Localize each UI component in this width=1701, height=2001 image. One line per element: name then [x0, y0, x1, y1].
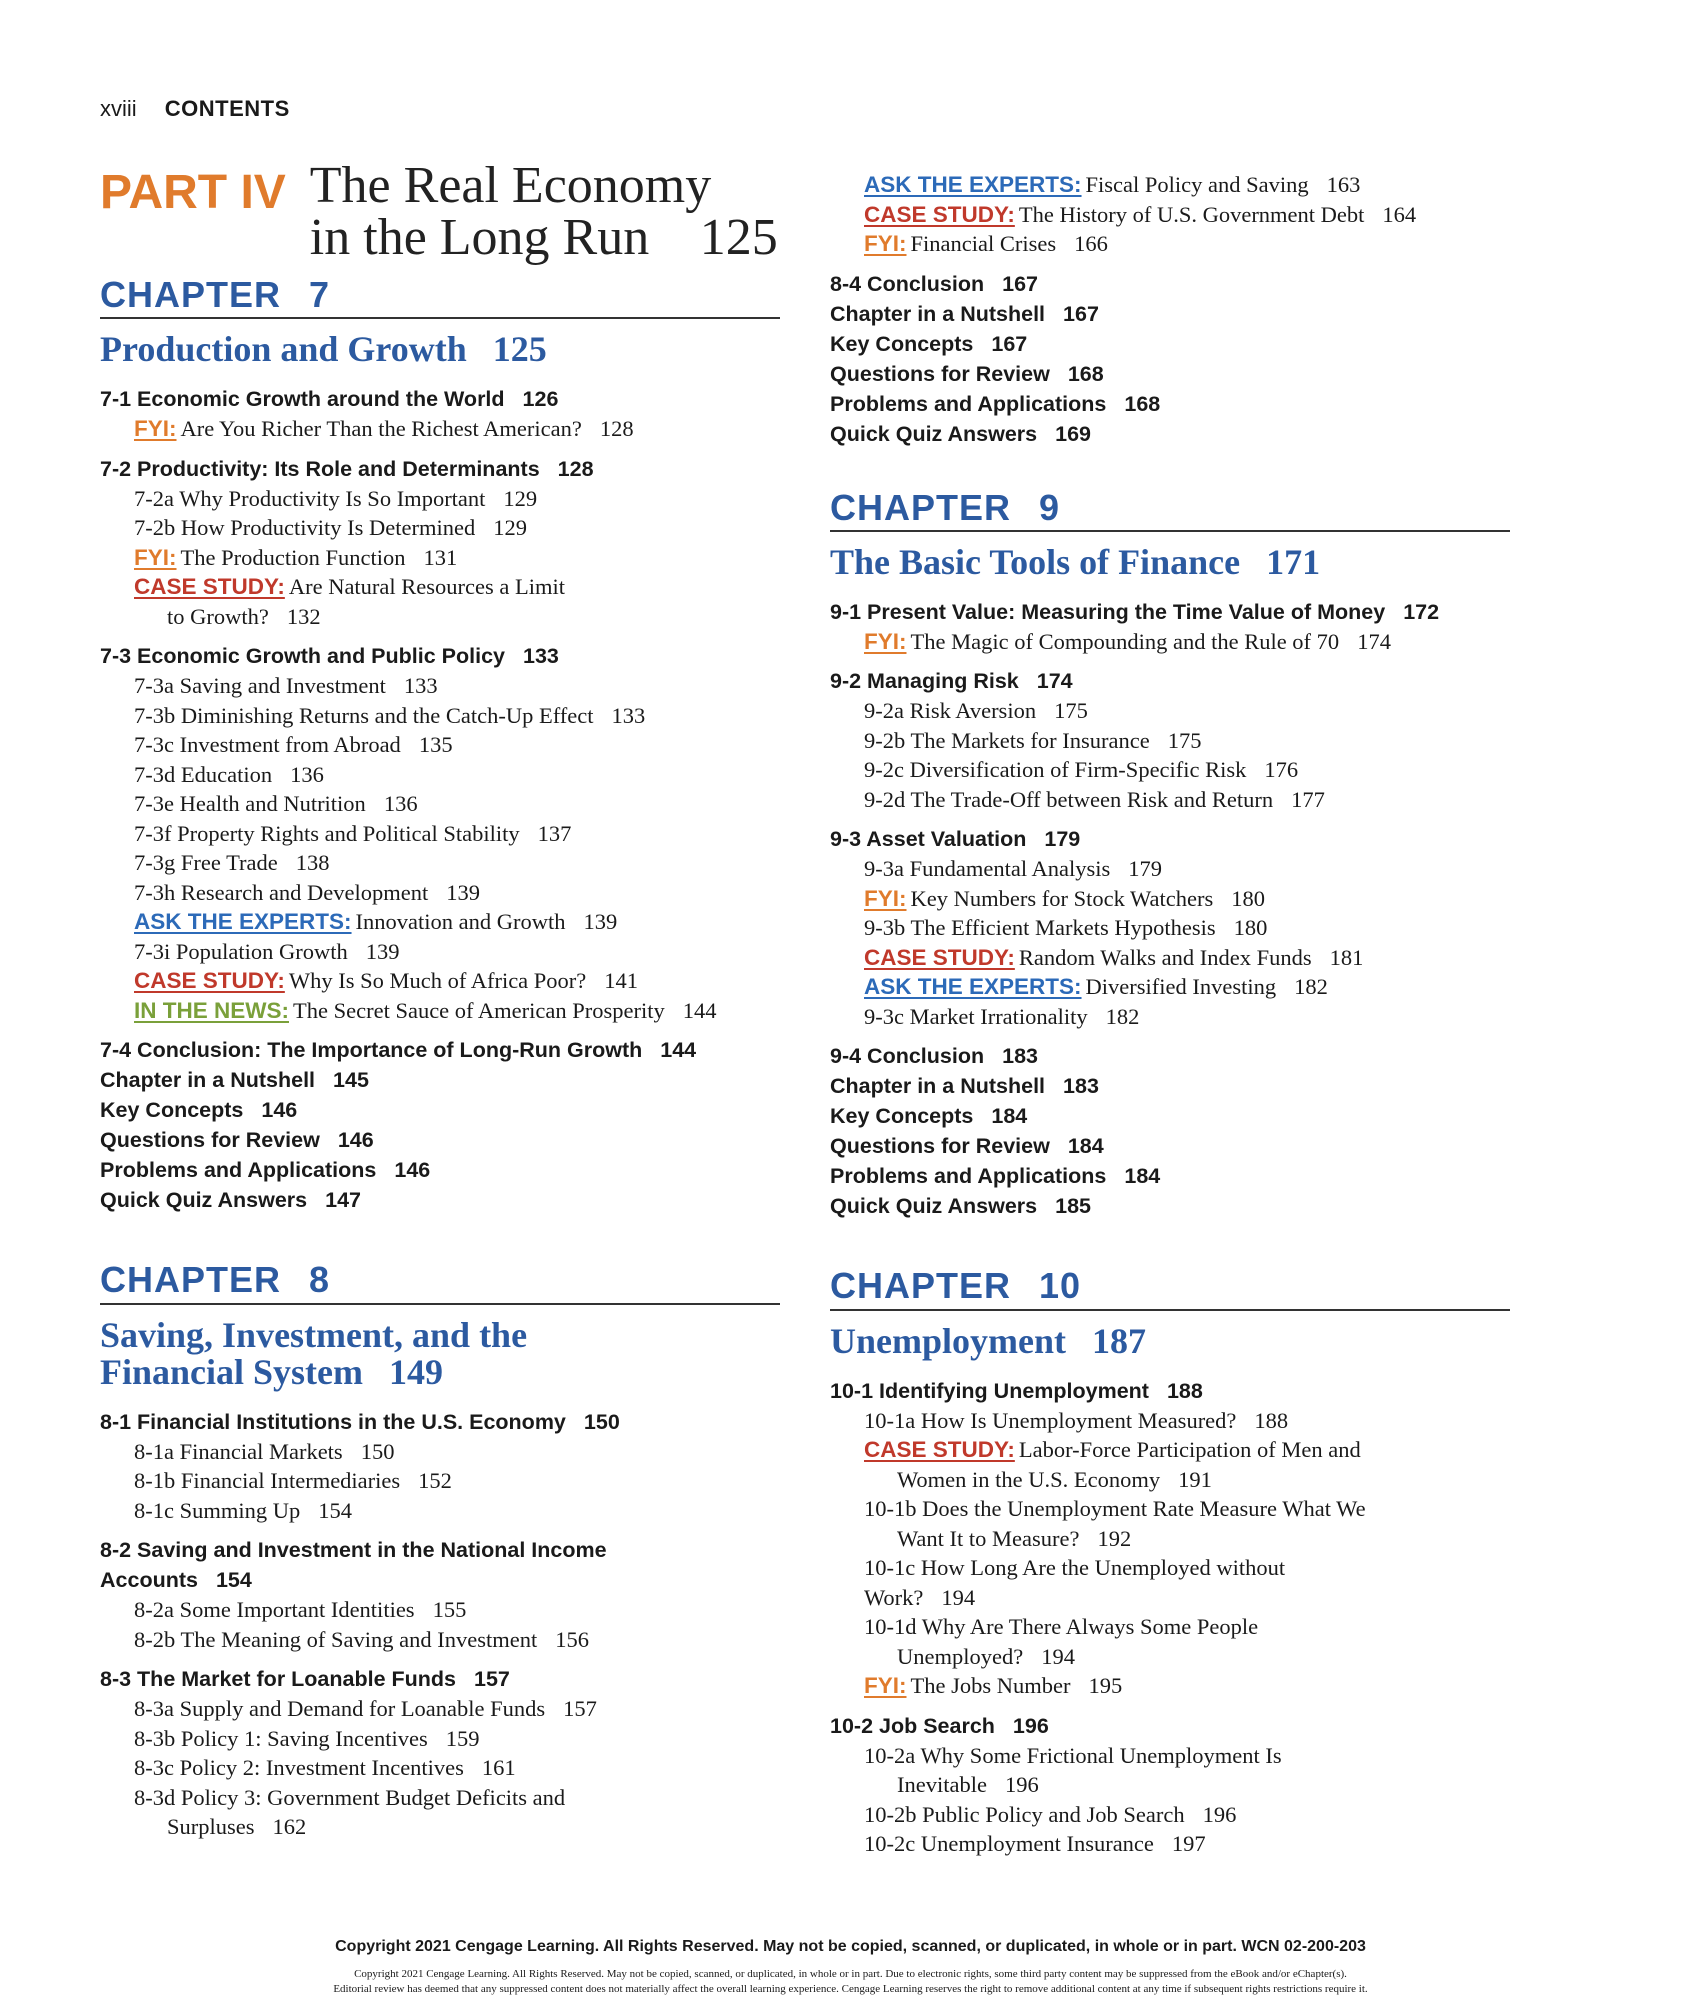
toc-section[interactable]: 8-3 The Market for Loanable Funds 157: [100, 1667, 510, 1692]
toc-subsection[interactable]: 7-3h Research and Development 139: [134, 879, 481, 905]
toc-section[interactable]: 8-2 Saving and Investment in the National Income Accounts 154: [100, 1538, 607, 1593]
chapter-word: CHAPTER: [100, 1259, 282, 1301]
part-title-line2: in the Long Run: [309, 209, 650, 266]
toc-subsection[interactable]: 9-2c Diversification of Firm-Specific Risk 176: [864, 757, 1299, 783]
toc-subsection[interactable]: 8-1a Financial Markets 150: [134, 1438, 395, 1464]
toc-end-matter[interactable]: Quick Quiz Answers 147: [100, 1188, 361, 1213]
toc-feature-fyi[interactable]: FYI: Key Numbers for Stock Watchers 180: [864, 885, 1265, 911]
chapter-8-title[interactable]: [100, 1314, 780, 1392]
part-title-line1: The Real Economy: [309, 157, 712, 214]
toc-subsection[interactable]: 10-2b Public Policy and Job Search 196: [864, 1801, 1237, 1827]
toc-subsection[interactable]: 7-3a Saving and Investment 133: [134, 673, 438, 699]
toc-subsection[interactable]: 8-1b Financial Intermediaries 152: [134, 1468, 452, 1494]
toc-section[interactable]: 8-1 Financial Institutions in the U.S. Economy 150: [100, 1409, 620, 1434]
toc-end-matter[interactable]: Chapter in a Nutshell 183: [830, 1074, 1099, 1099]
chapter-number: 7: [309, 274, 331, 315]
chapter-10-title[interactable]: [830, 1320, 1510, 1361]
toc-subsection[interactable]: 7-3d Education 136: [134, 761, 324, 787]
running-header: [100, 96, 290, 122]
toc-end-matter[interactable]: Questions for Review 168: [830, 361, 1104, 386]
toc-subsection[interactable]: 8-3b Policy 1: Saving Incentives 159: [134, 1725, 480, 1751]
toc-subsection[interactable]: 7-2a Why Productivity Is So Important 129: [134, 485, 538, 511]
toc-subsection[interactable]: 10-1c How Long Are the Unemployed without Work? 194: [864, 1555, 1286, 1610]
chapter-9-title[interactable]: [830, 541, 1510, 582]
toc-subsection[interactable]: 7-2b How Productivity Is Determined 129: [134, 515, 527, 541]
chapter-page: 149: [389, 1351, 444, 1392]
toc-feature-in-the-news[interactable]: IN THE NEWS: The Secret Sauce of American Prosperity 144: [134, 997, 717, 1023]
toc-subsection[interactable]: 8-2b The Meaning of Saving and Investment 156: [134, 1626, 590, 1652]
chapter-10-label: [830, 1265, 1510, 1310]
toc-feature-case-study[interactable]: CASE STUDY: Why Is So Much of Africa Poor? 141: [134, 968, 639, 994]
toc-subsection[interactable]: 8-1c Summing Up 154: [134, 1497, 352, 1523]
toc-feature-fyi[interactable]: FYI: The Magic of Compounding and the Rule of 70 174: [864, 628, 1391, 654]
toc-subsection[interactable]: 8-2a Some Important Identities 155: [134, 1597, 467, 1623]
toc-subsection[interactable]: 7-3b Diminishing Returns and the Catch-Up Effect 133: [134, 702, 646, 728]
part-page: 125: [699, 209, 778, 266]
chapter-word: CHAPTER: [100, 274, 282, 315]
toc-end-matter[interactable]: Quick Quiz Answers 169: [830, 421, 1091, 446]
left-column: [100, 157, 780, 1842]
toc-subsection[interactable]: 7-3f Property Rights and Political Stability 137: [134, 820, 572, 846]
chapter-title-text: The Basic Tools of Finance: [830, 541, 1241, 582]
chapter-number: 8: [309, 1259, 331, 1301]
toc-subsection[interactable]: 10-1a How Is Unemployment Measured? 188: [864, 1407, 1289, 1433]
copyright-notice: Copyright 2021 Cengage Learning. All Rights Reserved. May not be copied, scanned, or duplicated, in whole or in part. WCN 02-200-203: [335, 1938, 1366, 1955]
chapter-title-line2: Financial System: [100, 1351, 364, 1392]
chapter-word: CHAPTER: [830, 486, 1012, 528]
toc-subsection[interactable]: 7-3e Health and Nutrition 136: [134, 791, 418, 817]
chapter-title-line1: Saving, Investment, and the: [100, 1314, 528, 1355]
toc-feature-case-study[interactable]: CASE STUDY: Are Natural Resources a Limit to Growth? 132: [134, 574, 565, 629]
toc-section[interactable]: 9-4 Conclusion 183: [830, 1044, 1038, 1069]
toc-section[interactable]: 10-2 Job Search 196: [830, 1713, 1049, 1738]
part-heading: [100, 157, 780, 266]
toc-end-matter[interactable]: Questions for Review 184: [830, 1134, 1104, 1159]
toc-end-matter[interactable]: Chapter in a Nutshell 167: [830, 301, 1099, 326]
toc-subsection[interactable]: 7-3c Investment from Abroad 135: [134, 732, 453, 758]
chapter-page: 125: [492, 329, 547, 370]
toc-feature-case-study[interactable]: CASE STUDY: Random Walks and Index Funds 181: [864, 944, 1364, 970]
toc-section[interactable]: 7-1 Economic Growth around the World 126: [100, 387, 559, 412]
toc-subsection[interactable]: 10-2a Why Some Frictional Unemployment Is Inevitable 196: [864, 1742, 1282, 1798]
rights-notice: [0, 1967, 1701, 1997]
toc-feature-fyi[interactable]: FYI: The Production Function 131: [134, 544, 458, 570]
toc-subsection[interactable]: 8-3c Policy 2: Investment Incentives 161: [134, 1755, 516, 1781]
toc-subsection[interactable]: 7-3i Population Growth 139: [134, 938, 400, 964]
toc-subsection[interactable]: 9-2d The Trade-Off between Risk and Return 177: [864, 786, 1325, 812]
toc-end-matter[interactable]: Problems and Applications 184: [830, 1164, 1161, 1189]
chapter-word: CHAPTER: [830, 1265, 1012, 1307]
toc-end-matter[interactable]: Questions for Review 146: [100, 1128, 374, 1153]
toc-section[interactable]: 9-3 Asset Valuation 179: [830, 827, 1081, 852]
toc-feature-fyi[interactable]: FYI: Are You Richer Than the Richest American? 128: [134, 416, 634, 442]
toc-section[interactable]: 9-2 Managing Risk 174: [830, 669, 1073, 694]
toc-subsection[interactable]: 8-3d Policy 3: Government Budget Deficits and Surpluses 162: [134, 1784, 566, 1840]
toc-end-matter[interactable]: Key Concepts 146: [100, 1098, 298, 1123]
toc-subsection[interactable]: 9-3c Market Irrationality 182: [864, 1003, 1140, 1029]
toc-subsection[interactable]: 10-1b Does the Unemployment Rate Measure What We Want It to Measure? 192: [864, 1496, 1366, 1551]
toc-section[interactable]: 8-4 Conclusion 167: [830, 271, 1038, 296]
rights-notice-line2: Editorial review has deemed that any suppressed content does not materially affect the overall learning experience. Cengage Learning reserves the right to remove additional content at any time if subsequent rights restrictions require it.: [333, 1983, 1368, 1995]
toc-feature-ask-experts[interactable]: ASK THE EXPERTS: Innovation and Growth 139: [134, 909, 618, 935]
toc-subsection[interactable]: 8-3a Supply and Demand for Loanable Funds 157: [134, 1696, 597, 1722]
part-title: [309, 157, 778, 266]
page-title: CONTENTS: [164, 96, 290, 121]
chapter-number: 10: [1039, 1265, 1082, 1307]
toc-feature-fyi[interactable]: FYI: The Jobs Number 195: [864, 1673, 1123, 1699]
toc-section[interactable]: 9-1 Present Value: Measuring the Time Value of Money 172: [830, 599, 1440, 624]
toc-feature-case-study[interactable]: CASE STUDY: The History of U.S. Government Debt 164: [864, 201, 1417, 227]
chapter-title-text: Unemployment: [830, 1320, 1066, 1361]
toc-feature-case-study[interactable]: CASE STUDY: Labor-Force Participation of Men and Women in the U.S. Economy 191: [864, 1437, 1361, 1492]
toc-section[interactable]: 7-4 Conclusion: The Importance of Long-Run Growth 144: [100, 1038, 697, 1063]
chapter-7-label: [100, 274, 780, 319]
toc-feature-fyi[interactable]: FYI: Financial Crises 166: [864, 231, 1108, 256]
rights-notice-line1: Copyright 2021 Cengage Learning. All Rights Reserved. May not be copied, scanned, or duplicated, in whole or in part. Due to electronic rights, some third party content may be suppressed from the eBook and/or eChapter(s).: [354, 1968, 1347, 1980]
toc-section[interactable]: 7-3 Economic Growth and Public Policy 133: [100, 644, 559, 669]
chapter-number: 9: [1039, 486, 1061, 528]
toc-subsection[interactable]: 10-1d Why Are There Always Some People Unemployed? 194: [864, 1614, 1259, 1669]
page-number: xviii: [100, 96, 137, 121]
toc-end-matter[interactable]: Chapter in a Nutshell 145: [100, 1068, 369, 1093]
toc-subsection[interactable]: 10-2c Unemployment Insurance 197: [864, 1831, 1206, 1857]
part-label: PART IV: [100, 166, 286, 219]
toc-end-matter[interactable]: Problems and Applications 168: [830, 391, 1161, 416]
toc-subsection[interactable]: 9-2a Risk Aversion 175: [864, 698, 1088, 724]
chapter-page: 187: [1092, 1320, 1146, 1361]
toc-section[interactable]: 10-1 Identifying Unemployment 188: [830, 1378, 1203, 1403]
toc-end-matter[interactable]: Problems and Applications 146: [100, 1158, 431, 1183]
toc-subsection[interactable]: 7-3g Free Trade 138: [134, 850, 330, 876]
chapter-9-label: [830, 487, 1510, 532]
toc-end-matter[interactable]: Key Concepts 184: [830, 1104, 1028, 1129]
toc-feature-ask-experts[interactable]: ASK THE EXPERTS: Fiscal Policy and Saving 163: [864, 172, 1361, 197]
toc-subsection[interactable]: 9-3a Fundamental Analysis 179: [864, 856, 1162, 882]
chapter-title-text: Production and Growth: [100, 329, 467, 370]
toc-subsection[interactable]: 9-2b The Markets for Insurance 175: [864, 727, 1202, 753]
toc-section[interactable]: 7-2 Productivity: Its Role and Determinants 128: [100, 456, 594, 481]
toc-feature-ask-experts[interactable]: ASK THE EXPERTS: Diversified Investing 182: [864, 974, 1328, 1000]
toc-subsection[interactable]: 9-3b The Efficient Markets Hypothesis 180: [864, 915, 1268, 941]
right-column: [830, 170, 1510, 1859]
toc-end-matter[interactable]: Quick Quiz Answers 185: [830, 1194, 1091, 1219]
chapter-8-label: [100, 1259, 780, 1304]
chapter-page: 171: [1266, 541, 1321, 582]
toc-end-matter[interactable]: Key Concepts 167: [830, 331, 1028, 356]
chapter-7-title[interactable]: [100, 331, 780, 368]
